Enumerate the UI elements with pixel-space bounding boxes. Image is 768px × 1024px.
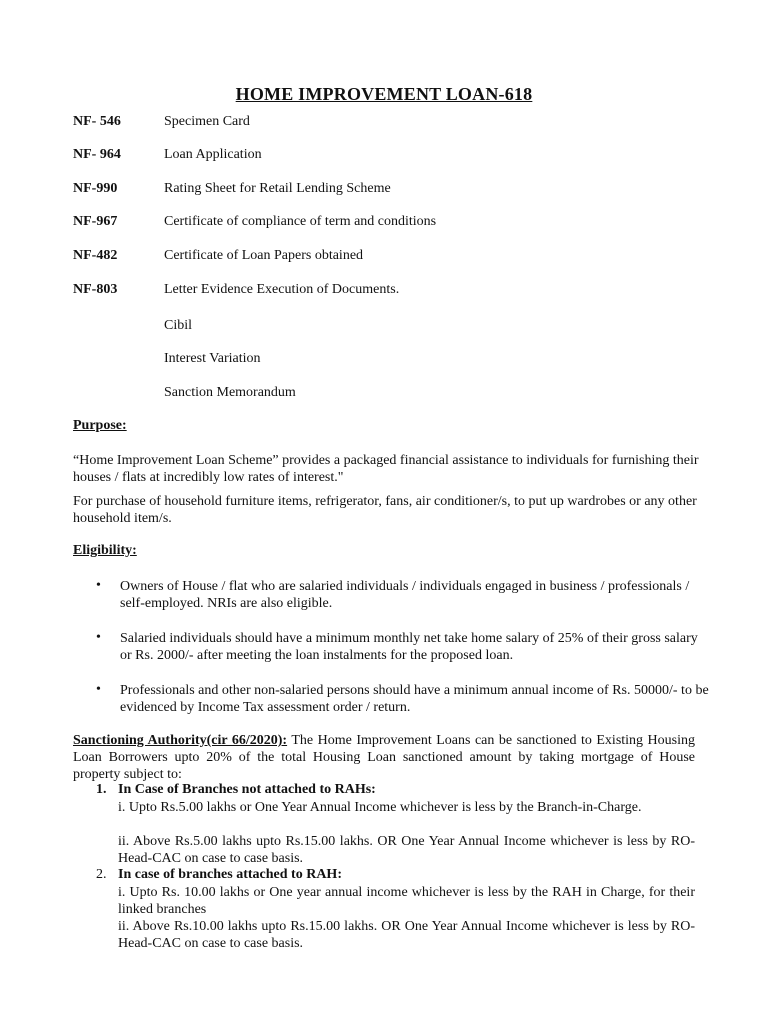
section-line: ii. Above Rs.10.00 lakhs upto Rs.15.00 lakhs. OR One Year Annual Income whichever is less by RO-Head-CAC on case to case basis. (118, 919, 695, 951)
form-code: NF- 546 (73, 114, 121, 129)
form-description: Interest Variation (164, 351, 261, 366)
section-heading: In case of branches attached to RAH: (118, 867, 342, 882)
section-heading: In Case of Branches not attached to RAHs: (118, 782, 376, 797)
section-line: i. Upto Rs. 10.00 lakhs or One year annual income whichever is less by the RAH in Charge, for their linked branches (118, 885, 695, 917)
eligibility-item: Owners of House / flat who are salaried individuals / individuals engaged in business / professionals / self-employed. NRIs are also eligible. (120, 579, 690, 611)
section-number: 2. (96, 867, 107, 882)
form-code: NF-990 (73, 181, 118, 196)
form-description: Certificate of compliance of term and conditions (164, 214, 437, 229)
form-code: NF-803 (73, 282, 118, 297)
sanctioning-authority-text: The Home Improvement Loans can be sanctioned to Existing Housing Loan Borrowers upto 20% of the total Housing Loan sanctioned amount by taking mortgage of House property subject to: (73, 733, 695, 782)
purpose-paragraph: For purchase of household furniture items, refrigerator, fans, air conditioner/s, to put up wardrobes or any other household item/s. (73, 494, 697, 526)
sanctioning-authority-heading: Sanctioning Authority(cir 66/2020): (73, 733, 288, 748)
bullet-marker: • (96, 578, 101, 593)
section-line: ii. Above Rs.5.00 lakhs upto Rs.15.00 lakhs. OR One Year Annual Income whichever is less by RO-Head-CAC on case to case basis. (118, 834, 695, 866)
section-line: i. Upto Rs.5.00 lakhs or One Year Annual Income whichever is less by the Branch-in-Charge. (118, 800, 642, 815)
form-description: Rating Sheet for Retail Lending Scheme (164, 181, 391, 196)
form-description: Specimen Card (164, 114, 250, 129)
sanctioning-authority-paragraph (73, 732, 695, 783)
form-description: Sanction Memorandum (164, 385, 296, 400)
eligibility-heading: Eligibility: (73, 543, 137, 558)
document-title: HOME IMPROVEMENT LOAN-618 (235, 84, 533, 104)
form-description: Cibil (164, 318, 193, 333)
bullet-marker: • (96, 682, 101, 697)
section-number: 1. (96, 782, 107, 797)
form-code: NF- 964 (73, 147, 121, 162)
eligibility-item: Salaried individuals should have a minimum monthly net take home salary of 25% of their gross salary or Rs. 2000/- after meeting the loan instalments for the proposed loan. (120, 631, 698, 663)
purpose-heading: Purpose: (73, 418, 127, 433)
form-description: Letter Evidence Execution of Documents. (164, 282, 400, 297)
form-code: NF-482 (73, 248, 118, 263)
form-description: Certificate of Loan Papers obtained (164, 248, 364, 263)
form-code: NF-967 (73, 214, 118, 229)
bullet-marker: • (96, 630, 101, 645)
form-description: Loan Application (164, 147, 262, 162)
eligibility-item: Professionals and other non-salaried persons should have a minimum annual income of Rs. 50000/- to be evidenced by Income Tax assessment order / return. (120, 683, 709, 715)
purpose-paragraph: “Home Improvement Loan Scheme” provides a packaged financial assistance to individuals for furnishing their houses / flats at incredibly low rates of interest." (73, 453, 699, 485)
